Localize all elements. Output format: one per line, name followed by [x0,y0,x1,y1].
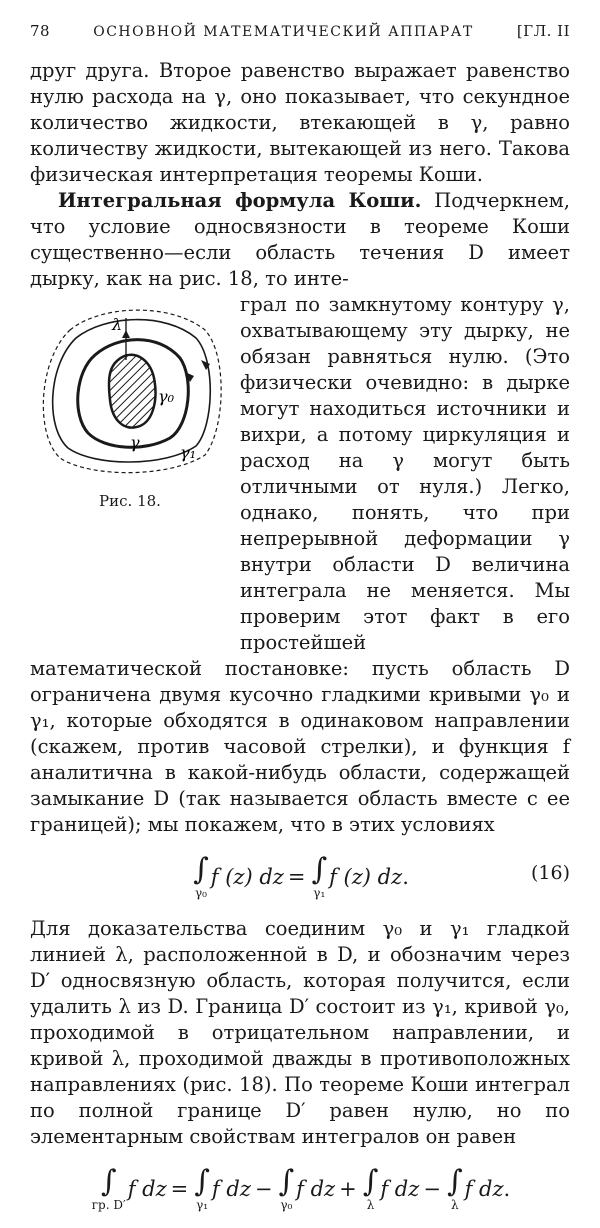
integrand: f dz [211,1177,251,1201]
integral-subscript: γ₁ [196,1198,209,1212]
curve-gamma0-hole [109,355,156,428]
paragraph-math-statement: математической постановке: пусть область D ограничена двумя кусочно гладкими кривыми γ₀ и γ₁, которые обходятся в одинаковом направлении (скажем, против часовой стрелки), и функция f аналитична в какой-нибудь области, содержащей замыкание D (так называется область вместе с ее границей); мы покажем, что в этих условиях [30,657,570,836]
book-page [30,22,570,1228]
integral-sign: ∫ γ₁ [194,1164,210,1212]
figure-caption: Рис. 18. [99,492,161,510]
integral-sign: ∫ λ [446,1164,463,1212]
paragraph-physical-interpretation: друг друга. Второе равенство выражает равенство нулю расхода на γ, оно показывает, что секундное количество жидкости, втекающей в γ, равно количеству жидкости, вытекающей из него. Такова физическая интерпретация теоремы Коши. [30,59,570,186]
integrand: f dz [380,1177,420,1201]
formula-end: . [503,1177,511,1201]
section-heading: Интегральная формула Коши. [58,189,422,212]
integrand: f (z) dz [329,865,403,889]
formula-16 [30,838,570,916]
contour-diagram [30,300,230,480]
integrand: f dz [464,1177,504,1201]
page-number: 78 [30,22,51,40]
arrow-on-lambda [122,330,130,338]
integrand: f dz [296,1177,336,1201]
paragraph-wrapped-text: грал по замкнутому контуру γ, охватывающему эту дырку, не обязан равняться нулю. (Это физически очевидно: в дырке могут находиться источники и вихри, а потому циркуляция и расход на γ могут быть отличными от нуля.) Легко, однако, понять, что при непрерывной деформации γ внутри области D величина интеграла не меняется. Мы проверим этот факт в его простейшей [240,293,570,654]
label-gamma: γ [130,433,140,452]
paragraph-cauchy-formula-lead [30,188,570,292]
operator: − [254,1177,273,1201]
figure-with-text [30,292,570,656]
integral-sign: ∫ γ₀ [193,852,209,900]
equals-sign: = [287,865,306,889]
integral-subscript: λ [450,1198,459,1212]
integral-subscript: γ₁ [313,886,326,900]
integral-subscript: γ₀ [280,1198,293,1212]
running-head [30,22,570,40]
figure-18 [30,292,230,656]
integral-subscript: γ₀ [194,886,207,900]
integral-subscript: λ [366,1198,375,1212]
label-gamma0: γ₀ [158,387,174,406]
paragraph-proof: Для доказательства соединим γ₀ и γ₁ гладкой линией λ, расположенной в D, и обозначим через D′ односвязную область, которая получится, если удалить λ из D. Граница D′ состоит из γ₁, кривой γ₀, проходимой в отрицательном направлении, и кривой λ, проходимой дважды в противоположных направлениях (рис. 18). По теореме Коши интеграл по полной границе D′ равен нулю, но по элементарным свойствам интегралов он равен [30,917,570,1148]
integral-subscript: гр. D′ [91,1198,126,1212]
integral-sign: ∫ γ₁ [311,852,328,900]
integral-sign: ∫ γ₀ [278,1164,295,1212]
formula-end: . [402,865,409,889]
equation-number: (16) [530,862,570,884]
chapter-marker: [ГЛ. II [516,22,570,40]
lead-text: Подчеркнем, что условие односвязности в теореме Коши существенно—если область течения D имеет дырку, как на рис. 18, то инте- [30,189,570,290]
operator: = [170,1177,189,1201]
formula-boundary-integral [30,1150,570,1228]
integral-sign: ∫ λ [362,1164,379,1212]
operator: + [339,1177,357,1201]
label-lambda: λ [112,315,123,334]
integral-sign: ∫ гр. D′ [91,1164,126,1212]
integrand: f dz [127,1177,167,1201]
label-gamma1: γ₁ [180,443,196,462]
running-title: ОСНОВНОЙ МАТЕМАТИЧЕСКИЙ АППАРАТ [93,24,474,40]
integrand: f (z) dz [210,865,284,889]
operator: − [423,1177,441,1201]
